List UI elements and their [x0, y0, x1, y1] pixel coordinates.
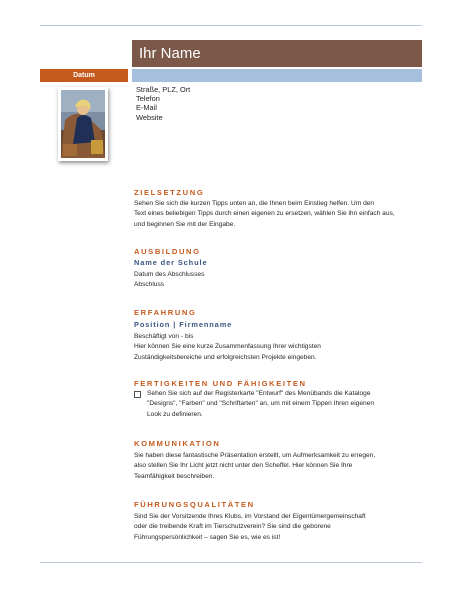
- section-body-leadership[interactable]: [134, 512, 424, 543]
- body-line: und beginnen Sie mit der Eingabe.: [134, 220, 236, 228]
- section-title-objective[interactable]: ZIELSETZUNG: [134, 188, 205, 197]
- profile-photo[interactable]: [58, 87, 108, 161]
- section-body-education[interactable]: [134, 270, 424, 291]
- contact-email[interactable]: E-Mail: [136, 103, 157, 113]
- section-body-experience[interactable]: [134, 332, 424, 363]
- date-label[interactable]: Datum: [40, 69, 128, 82]
- body-line: Abschluss: [134, 281, 165, 289]
- section-body-objective[interactable]: [134, 199, 424, 230]
- contact-phone[interactable]: Telefon: [136, 94, 160, 104]
- contact-block: [136, 85, 190, 122]
- body-line: Sie haben diese fantastische Präsentation erstellt, um Aufmerksamkeit zu erregen,: [134, 452, 376, 459]
- body-line: Sehen Sie sich auf der Registerkarte "Entwurf" des Menübands die Kataloge: [147, 390, 371, 397]
- section-body-skills[interactable]: [147, 389, 427, 420]
- bottom-divider: [40, 562, 422, 563]
- top-divider: [40, 25, 422, 26]
- contact-address[interactable]: Straße, PLZ, Ort: [136, 85, 191, 94]
- body-line: Beschäftigt von - bis: [134, 333, 194, 340]
- photo-image: [61, 90, 105, 158]
- section-title-communication[interactable]: KOMMUNIKATION: [134, 439, 221, 448]
- body-line: Sehen Sie sich die kurzen Tipps unten an, die Ihnen beim Einstieg helfen. Um den: [134, 200, 375, 207]
- school-name[interactable]: Name der Schule: [134, 258, 208, 267]
- body-line: Look zu definieren.: [147, 410, 203, 418]
- body-line: also stellen Sie Ihr Licht jetzt nicht unter den Scheffel. Hier können Sie Ihre: [134, 462, 353, 470]
- body-line: Datum des Abschlusses: [134, 271, 205, 278]
- section-title-experience[interactable]: ERFAHRUNG: [134, 308, 197, 317]
- section-body-communication[interactable]: [134, 451, 424, 482]
- resume-name[interactable]: Ihr Name: [139, 45, 201, 62]
- section-title-skills[interactable]: FERTIGKEITEN UND FÄHIGKEITEN: [134, 379, 307, 388]
- section-title-leadership[interactable]: FÜHRUNGSQUALITÄTEN: [134, 500, 255, 509]
- section-title-education[interactable]: AUSBILDUNG: [134, 247, 201, 256]
- accent-bar: [132, 69, 422, 82]
- name-banner: [132, 40, 422, 67]
- contact-website[interactable]: Website: [136, 112, 163, 122]
- body-line: "Designs", "Farben" und "Schriftarten" an, um mit einem Tippen Ihren eigenen: [147, 400, 374, 408]
- body-line: Teamfähigkeit beschreiben.: [134, 472, 215, 480]
- checkbox-bullet-icon: [134, 391, 141, 398]
- body-line: Führungspersönlichkeit – sagen Sie es, wie es ist!: [134, 533, 281, 541]
- position-company[interactable]: Position | Firmenname: [134, 320, 233, 329]
- body-line: Text eines beliebigen Tipps durch einen eigenen zu ersetzen, wählen Sie ihn einfach aus,: [134, 210, 395, 218]
- body-line: oder die treibende Kraft im Tierschutzverein? Sie sind die geborene: [134, 523, 331, 531]
- header-left-block: [40, 40, 128, 67]
- body-line: Hier können Sie eine kurze Zusammenfassung Ihrer wichtigsten: [134, 343, 321, 351]
- body-line: Sind Sie der Vorsitzende Ihres Klubs, im Vorstand der Eigentümergemeinschaft: [134, 513, 366, 520]
- body-line: Zuständigkeitsbereiche und erfolgreichsten Projekte eingeben.: [134, 353, 317, 361]
